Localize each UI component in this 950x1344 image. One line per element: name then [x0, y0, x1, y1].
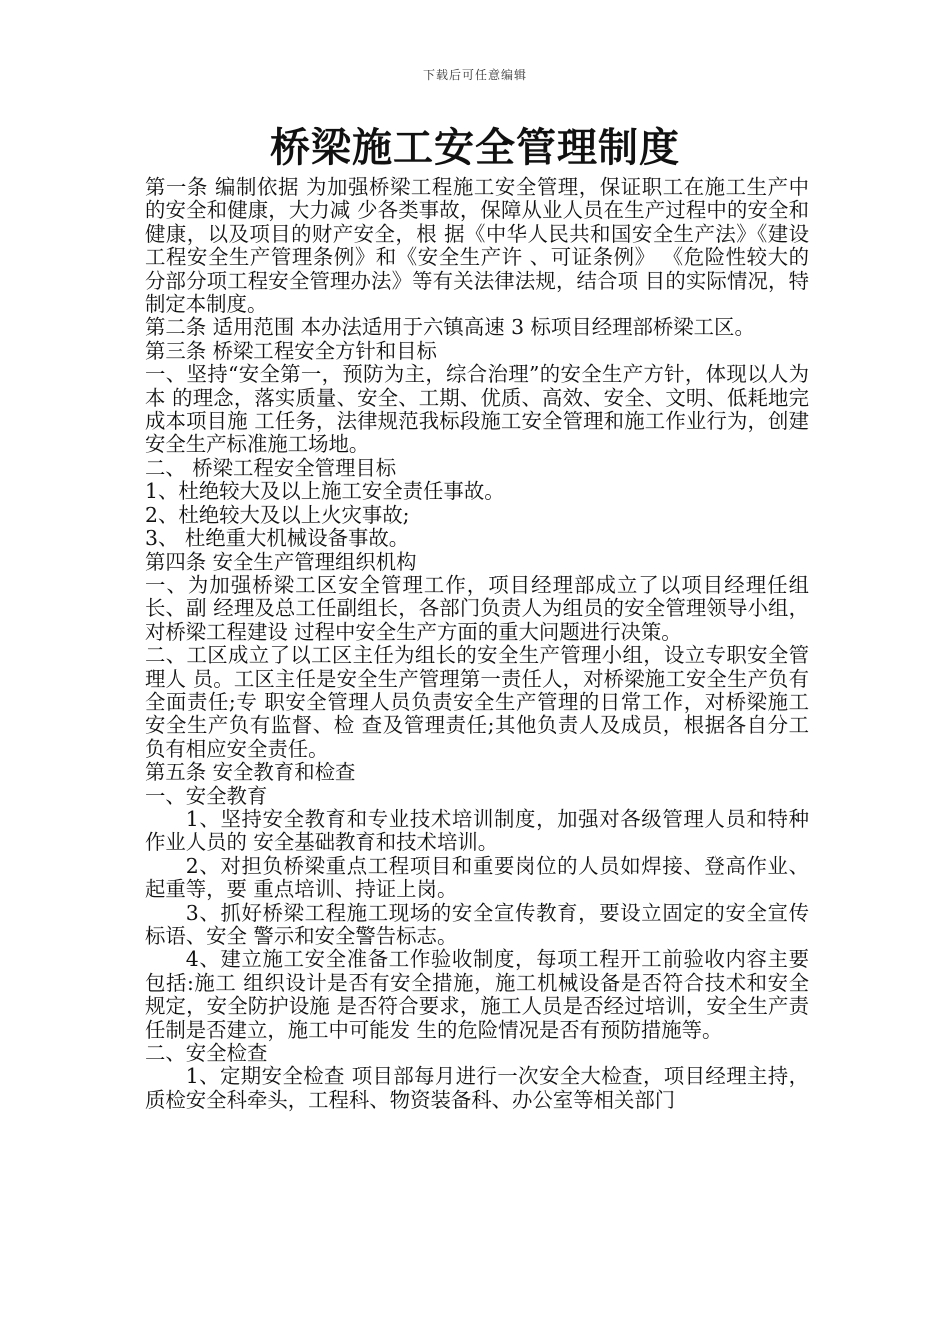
paragraph: 1、杜绝较大及以上施工安全责任事故。 — [145, 479, 505, 504]
paragraph: 4、建立施工安全准备工作验收制度，每项工程开工前验收内容主要包括:施工 组织设计是否有安全措施，施工机械设备是否符合技术和安全规定，安全防护设施 是否符合要求，施工人员是否经过培训，安全生产责任制是否建立，施工中可能发 生的危险情况是否有预防措施等。 — [145, 947, 809, 1042]
paragraph: 2、对担负桥梁重点工程项目和重要岗位的人员如焊接、登高作业、起重等，要 重点培训、持证上岗。 — [145, 853, 809, 902]
paragraph: 第五条 安全教育和检查 — [145, 760, 356, 785]
paragraph: 第三条 桥梁工程安全方针和目标 — [145, 338, 437, 363]
header-note: 下载后可任意编辑 — [422, 68, 527, 82]
paragraph: 2、杜绝较大及以上火灾事故; — [145, 502, 410, 527]
paragraph: 第四条 安全生产管理组织机构 — [145, 549, 417, 574]
paragraph: 二、安全检查 — [145, 1041, 268, 1066]
paragraph: 第二条 适用范围 本办法适用于六镇高速 3 标项目经理部桥梁工区。 — [145, 315, 755, 340]
paragraph: 一、安全教育 — [145, 783, 268, 808]
paragraph: 第一条 编制依据 为加强桥梁工程施工安全管理，保证职工在施工生产中的安全和健康，大力减 少各类事故，保障从业人员在生产过程中的安全和健康，以及项目的财产安全，根 据《中华人民共和国安全生产法》《建设工程安全生产管理条例》和《安全生产许 、可证条例》 《危险性较大的分部分项工程安全管理办法》等有关法律法规，结合项 目的实际情况，特制定本制度。 — [145, 175, 809, 317]
paragraph: 一、坚持“安全第一，预防为主，综合治理”的安全生产方针，体现以人为本 的理念，落实质量、安全、工期、优质、高效、安全、文明、低耗地完成本项目施 工任务，法律规范我标段施工安全管理和施工作业行为，创建安全生产标准施工场地。 — [145, 362, 809, 457]
paragraph: 一、为加强桥梁工区安全管理工作，项目经理部成立了以项目经理任组长、副 经理及总工任副组长，各部门负责人为组员的安全管理领导小组，对桥梁工程建设 过程中安全生产方面的重大问题进行决策。 — [145, 572, 809, 644]
paragraph: 1、坚持安全教育和专业技术培训制度，加强对各级管理人员和特种作业人员的 安全基础教育和技术培训。 — [145, 806, 809, 855]
paragraph: 二、工区成立了以工区主任为组长的安全生产管理小组，设立专职安全管理人 员。工区主任是安全生产管理第一责任人，对桥梁施工安全生产负有全面责任;专 职安全管理人员负责安全生产管理的日常工作，对桥梁施工安全生产负有监督、检 查及管理责任;其他负责人及成员，根据各自分工负有相应安全责任。 — [145, 643, 809, 761]
paragraph: 3、 杜绝重大机械设备事故。 — [145, 526, 410, 551]
document-body — [145, 176, 809, 1112]
paragraph: 3、抓好桥梁工程施工现场的安全宣传教育，要设立固定的安全宣传标语、安全 警示和安全警告标志。 — [145, 900, 809, 948]
document-title: 桥梁施工安全管理制度 — [270, 124, 680, 171]
paragraph: 1、定期安全检查 项目部每月进行一次安全大检查，项目经理主持，质检安全科牵头，工程科、物资装备科、办公室等相关部门 — [145, 1064, 809, 1112]
paragraph: 二、 桥梁工程安全管理目标 — [145, 455, 397, 480]
